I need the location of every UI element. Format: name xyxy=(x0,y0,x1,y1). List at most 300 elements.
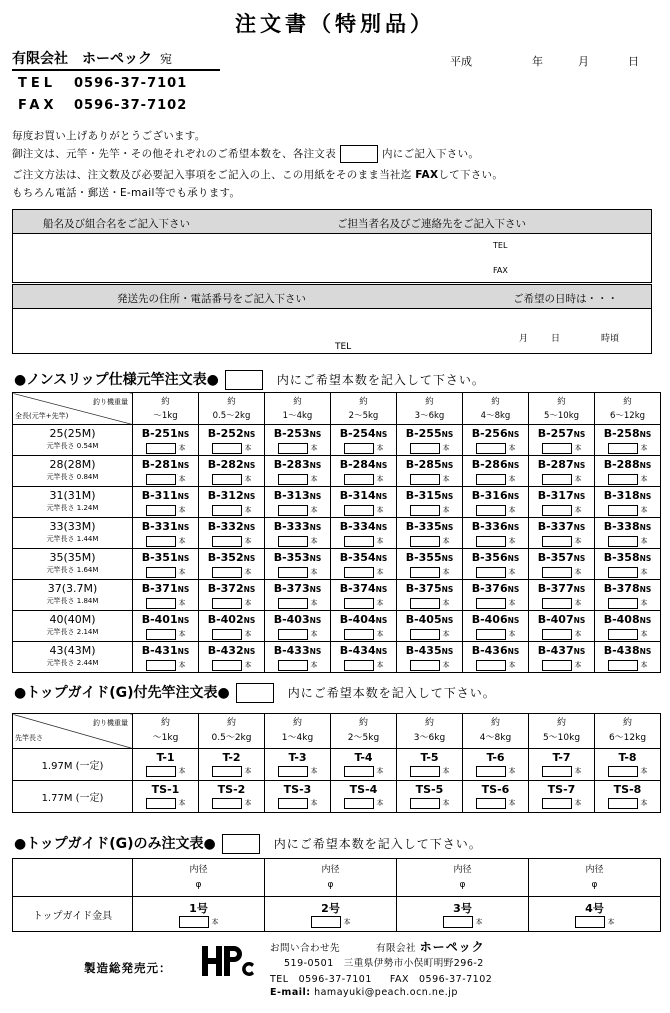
quantity-input[interactable] xyxy=(212,536,242,547)
weight-approx: 約 xyxy=(557,396,566,407)
unit-label: 本 xyxy=(442,537,450,545)
order-cell xyxy=(529,456,595,487)
product-code: TS-4 xyxy=(349,783,378,796)
unit-label: 本 xyxy=(574,799,582,807)
quantity-input[interactable] xyxy=(278,660,308,671)
order-cell xyxy=(133,781,199,813)
order-cell xyxy=(397,425,463,456)
contact-person-label: ご担当者名及びご連絡先をご記入下さい xyxy=(337,218,526,230)
unit-label: 本 xyxy=(640,630,648,638)
nonslip-row xyxy=(13,487,661,518)
quantity-input[interactable] xyxy=(608,598,638,609)
quantity-input[interactable] xyxy=(542,766,572,777)
unit-label: 本 xyxy=(244,475,252,483)
unit-label: 本 xyxy=(640,599,648,607)
quantity-input[interactable] xyxy=(344,443,374,454)
unit-label: 本 xyxy=(310,630,318,638)
unit-label: 本 xyxy=(244,767,252,775)
product-code: B-407NS xyxy=(537,613,586,626)
order-cell xyxy=(265,518,331,549)
order-cell xyxy=(397,518,463,549)
footer-email: E-mail: hamayuki@peach.ocn.ne.jp xyxy=(270,987,458,998)
quantity-input[interactable] xyxy=(608,660,638,671)
product-code: B-436NS xyxy=(471,644,520,657)
product-code: B-402NS xyxy=(207,613,256,626)
quantity-input[interactable] xyxy=(410,505,440,516)
quantity-input[interactable] xyxy=(542,660,572,671)
product-code: B-286NS xyxy=(471,458,520,471)
quantity-input[interactable] xyxy=(476,474,506,485)
product-code: B-352NS xyxy=(207,551,256,564)
quantity-input[interactable] xyxy=(476,660,506,671)
nonslip-total-box[interactable] xyxy=(225,370,263,390)
weight-header xyxy=(529,393,595,425)
quantity-input[interactable] xyxy=(575,916,605,928)
inner-diameter-header: 内径 φ xyxy=(133,859,265,897)
product-code: T-5 xyxy=(420,751,439,764)
product-code: T-7 xyxy=(552,751,571,764)
order-cell xyxy=(397,456,463,487)
order-cell xyxy=(529,642,595,673)
weight-header xyxy=(133,393,199,425)
order-cell xyxy=(595,518,661,549)
weight-approx: 約 xyxy=(623,396,632,407)
quantity-input[interactable] xyxy=(146,567,176,578)
weight-approx: 約 xyxy=(556,718,566,728)
intro-line-2: 御注文は、元竿・先竿・その他それぞれのご希望本数を、各注文表 内にご記入下さい。 xyxy=(12,145,479,163)
nonslip-row xyxy=(13,642,661,673)
nonslip-header-row xyxy=(13,393,661,425)
quantity-input[interactable] xyxy=(608,536,638,547)
unit-label: 本 xyxy=(178,506,186,514)
order-cell xyxy=(463,580,529,611)
quantity-input[interactable] xyxy=(146,505,176,516)
product-code: B-312NS xyxy=(207,489,256,502)
quantity-input[interactable] xyxy=(278,474,308,485)
quantity-input[interactable] xyxy=(278,536,308,547)
unit-label: 本 xyxy=(574,599,582,607)
quantity-input[interactable] xyxy=(146,598,176,609)
quantity-input[interactable] xyxy=(410,629,440,640)
delivery-address-label: 発送先の住所・電話番号をご記入下さい xyxy=(117,293,306,305)
quantity-input[interactable] xyxy=(542,474,572,485)
order-cell xyxy=(463,611,529,642)
quantity-input[interactable] xyxy=(344,505,374,516)
weight-range: 0.5～2kg xyxy=(211,733,252,743)
quantity-input[interactable] xyxy=(476,443,506,454)
quantity-input[interactable] xyxy=(212,474,242,485)
quantity-input[interactable] xyxy=(278,505,308,516)
product-code: B-375NS xyxy=(405,582,454,595)
quantity-input[interactable] xyxy=(146,798,176,809)
nonslip-row xyxy=(13,549,661,580)
order-cell xyxy=(265,487,331,518)
quantity-input[interactable] xyxy=(278,443,308,454)
order-cell xyxy=(199,642,265,673)
footer-telfax: TEL 0596-37-7101 FAX 0596-37-7102 xyxy=(270,974,493,985)
quantity-input[interactable] xyxy=(344,629,374,640)
quantity-input[interactable] xyxy=(410,798,440,809)
unit-label: 本 xyxy=(244,661,252,669)
weight-approx: 約 xyxy=(161,396,170,407)
length-label: 28(28M) 元竿長さ 0.84M xyxy=(13,456,133,487)
quantity-input[interactable] xyxy=(542,505,572,516)
unit-label: 本 xyxy=(574,767,582,775)
unit-label: 本 xyxy=(310,475,318,483)
quantity-input[interactable] xyxy=(476,798,506,809)
unit-label: 本 xyxy=(442,767,450,775)
order-cell xyxy=(529,781,595,813)
unit-label: 本 xyxy=(310,444,318,452)
box2-time: 時頃 xyxy=(601,334,620,344)
unit-label: 本 xyxy=(244,599,252,607)
quantity-input[interactable] xyxy=(212,766,242,777)
weight-header xyxy=(463,393,529,425)
quantity-input[interactable] xyxy=(146,443,176,454)
quantity-input[interactable] xyxy=(344,536,374,547)
quantity-input[interactable] xyxy=(410,766,440,777)
quantity-input[interactable] xyxy=(476,567,506,578)
quantity-input[interactable] xyxy=(344,567,374,578)
quantity-input[interactable] xyxy=(278,766,308,777)
quantity-input[interactable] xyxy=(542,598,572,609)
inner-diameter-header: 内径 φ xyxy=(397,859,529,897)
order-cell xyxy=(199,580,265,611)
nonslip-order-table xyxy=(12,392,661,673)
weight-header xyxy=(265,393,331,425)
order-cell xyxy=(397,580,463,611)
quantity-input[interactable] xyxy=(212,443,242,454)
unit-label: 本 xyxy=(310,506,318,514)
order-cell xyxy=(595,580,661,611)
atena: 宛 xyxy=(160,52,173,66)
weight-range: 6～12kg xyxy=(609,410,646,421)
quantity-input[interactable] xyxy=(476,766,506,777)
quantity-input[interactable] xyxy=(278,629,308,640)
quantity-input[interactable] xyxy=(179,916,209,928)
product-code: T-1 xyxy=(156,751,175,764)
product-code: B-357NS xyxy=(537,551,586,564)
quantity-input[interactable] xyxy=(212,505,242,516)
order-cell xyxy=(331,456,397,487)
quantity-input[interactable] xyxy=(443,916,473,928)
order-cell xyxy=(595,781,661,813)
order-cell xyxy=(265,749,331,781)
weight-range: 4～8kg xyxy=(479,733,512,743)
unit-label: 本 xyxy=(310,599,318,607)
unit-label: 本 xyxy=(376,799,384,807)
quantity-input[interactable] xyxy=(344,474,374,485)
weight-range: ～1kg xyxy=(153,410,178,421)
quantity-input[interactable] xyxy=(608,505,638,516)
weight-approx: 約 xyxy=(359,396,368,407)
product-code: B-285NS xyxy=(405,458,454,471)
quantity-input[interactable] xyxy=(410,536,440,547)
length-label: 40(40M) 元竿長さ 2.14M xyxy=(13,611,133,642)
product-code: B-354NS xyxy=(339,551,388,564)
quantity-input[interactable] xyxy=(542,443,572,454)
product-code: B-253NS xyxy=(273,427,322,440)
unit-label: 本 xyxy=(178,630,186,638)
product-code: TS-5 xyxy=(415,783,444,796)
unit-label: 本 xyxy=(442,661,450,669)
product-code: B-374NS xyxy=(339,582,388,595)
order-cell xyxy=(133,518,199,549)
quantity-input[interactable] xyxy=(542,567,572,578)
order-cell xyxy=(133,456,199,487)
order-cell xyxy=(595,642,661,673)
quantity-input[interactable] xyxy=(410,567,440,578)
unit-label: 本 xyxy=(574,568,582,576)
quantity-input[interactable] xyxy=(476,598,506,609)
weight-range: 5～10kg xyxy=(543,410,580,421)
unit-label: 本 xyxy=(640,661,648,669)
unit-label: 本 xyxy=(178,568,186,576)
quantity-input[interactable] xyxy=(278,567,308,578)
order-cell xyxy=(331,487,397,518)
quantity-input[interactable] xyxy=(146,766,176,777)
weight-header xyxy=(331,714,397,749)
unit-label: 本 xyxy=(376,506,384,514)
quantity-input[interactable] xyxy=(608,798,638,809)
quantity-input[interactable] xyxy=(146,660,176,671)
hpc-logo xyxy=(200,944,256,978)
product-code: TS-7 xyxy=(547,783,576,796)
weight-approx: 約 xyxy=(490,718,500,728)
quantity-input[interactable] xyxy=(146,629,176,640)
inner-diameter-header: 内径 φ xyxy=(529,859,661,897)
quantity-input[interactable] xyxy=(146,536,176,547)
quantity-input[interactable] xyxy=(344,660,374,671)
unit-label: 本 xyxy=(442,630,450,638)
order-cell xyxy=(331,642,397,673)
unit-label: 本 xyxy=(508,444,516,452)
unit-label: 本 xyxy=(178,799,186,807)
quantity-input[interactable] xyxy=(212,598,242,609)
ship-name-label: 船名及び組合名をご記入下さい xyxy=(43,218,190,230)
product-code: B-434NS xyxy=(339,644,388,657)
product-code: T-4 xyxy=(354,751,373,764)
product-code: B-318NS xyxy=(603,489,652,502)
delivery-box xyxy=(12,284,652,354)
quantity-input[interactable] xyxy=(146,474,176,485)
product-code: B-256NS xyxy=(471,427,520,440)
quantity-input[interactable] xyxy=(410,598,440,609)
unit-label: 本 xyxy=(640,506,648,514)
order-cell xyxy=(463,549,529,580)
quantity-input[interactable] xyxy=(344,798,374,809)
quantity-input[interactable] xyxy=(542,536,572,547)
unit-label: 本 xyxy=(640,475,648,483)
order-cell xyxy=(331,549,397,580)
unit-label: 本 xyxy=(574,630,582,638)
order-cell xyxy=(397,549,463,580)
guideonly-total-box[interactable] xyxy=(222,834,260,854)
order-cell xyxy=(331,749,397,781)
weight-header xyxy=(397,393,463,425)
unit-label: 本 xyxy=(376,475,384,483)
order-cell xyxy=(331,781,397,813)
guide-cell: 3号 本 xyxy=(397,897,529,932)
weight-approx: 約 xyxy=(358,718,368,728)
weight-range: 2～5kg xyxy=(347,733,380,743)
order-cell xyxy=(199,518,265,549)
quantity-input[interactable] xyxy=(212,660,242,671)
unit-label: 本 xyxy=(508,475,516,483)
product-code: B-435NS xyxy=(405,644,454,657)
product-code: B-406NS xyxy=(471,613,520,626)
order-cell xyxy=(133,611,199,642)
weight-range: 5～10kg xyxy=(542,733,581,743)
unit-label: 本 xyxy=(442,568,450,576)
unit-label: 本 xyxy=(244,630,252,638)
order-cell xyxy=(331,580,397,611)
order-cell xyxy=(529,518,595,549)
unit-label: 本 xyxy=(376,537,384,545)
date-month: 月 xyxy=(578,55,589,68)
inner-diameter-header: 内径 φ xyxy=(265,859,397,897)
unit-label: 本 xyxy=(376,568,384,576)
unit-label: 本 xyxy=(508,537,516,545)
product-code: B-288NS xyxy=(603,458,652,471)
box2-day: 日 xyxy=(551,334,561,344)
product-code: B-333NS xyxy=(273,520,322,533)
order-cell xyxy=(595,611,661,642)
nonslip-row xyxy=(13,456,661,487)
quantity-input[interactable] xyxy=(344,766,374,777)
quantity-input[interactable] xyxy=(608,443,638,454)
unit-label: 本 xyxy=(376,599,384,607)
product-code: B-338NS xyxy=(603,520,652,533)
quantity-input[interactable] xyxy=(410,474,440,485)
length-label: 33(33M) 元竿長さ 1.44M xyxy=(13,518,133,549)
length-label: 43(43M) 元竿長さ 2.44M xyxy=(13,642,133,673)
order-cell xyxy=(133,749,199,781)
weight-header xyxy=(331,393,397,425)
quantity-input[interactable] xyxy=(410,443,440,454)
weight-approx: 約 xyxy=(491,396,500,407)
quantity-input[interactable] xyxy=(311,916,341,928)
product-code: B-317NS xyxy=(537,489,586,502)
quantity-input[interactable] xyxy=(410,660,440,671)
order-cell xyxy=(595,487,661,518)
product-code: TS-6 xyxy=(481,783,510,796)
product-code: T-6 xyxy=(486,751,505,764)
unit-label: 本 xyxy=(442,799,450,807)
topguide-section-title: ●トップガイド(G)付先竿注文表● 内にご希望本数を記入して下さい。 xyxy=(14,685,496,701)
order-cell xyxy=(199,611,265,642)
quantity-input[interactable] xyxy=(278,798,308,809)
product-code: B-433NS xyxy=(273,644,322,657)
order-cell xyxy=(529,580,595,611)
quantity-input[interactable] xyxy=(608,567,638,578)
topguide-total-box[interactable] xyxy=(236,683,274,703)
quantity-input[interactable] xyxy=(278,598,308,609)
weight-range: 1～4kg xyxy=(281,733,314,743)
weight-range: 1～4kg xyxy=(282,410,313,421)
weight-range: 3～6kg xyxy=(414,410,445,421)
contact-fax: FAX 0596-37-7102 xyxy=(18,98,188,113)
order-cell xyxy=(529,425,595,456)
order-cell xyxy=(595,425,661,456)
weight-header xyxy=(463,714,529,749)
unit-label: 本 xyxy=(310,799,318,807)
quantity-input[interactable] xyxy=(212,798,242,809)
quantity-input[interactable] xyxy=(212,629,242,640)
unit-label: 本 xyxy=(244,799,252,807)
quantity-input[interactable] xyxy=(608,474,638,485)
footer-inquiry: お問い合わせ先 有限会社 ホーペック xyxy=(270,940,485,954)
unit-label: 本 xyxy=(376,767,384,775)
topguide-header-row xyxy=(13,714,661,749)
unit-label: 本 xyxy=(574,475,582,483)
order-cell xyxy=(397,611,463,642)
product-code: B-257NS xyxy=(537,427,586,440)
date-day: 日 xyxy=(628,55,639,68)
quantity-input[interactable] xyxy=(608,766,638,777)
length-label: 31(31M) 元竿長さ 1.24M xyxy=(13,487,133,518)
guideonly-order-table xyxy=(12,858,661,932)
unit-label: 本 xyxy=(508,506,516,514)
nonslip-row xyxy=(13,425,661,456)
unit-label: 本 xyxy=(310,537,318,545)
order-cell xyxy=(133,580,199,611)
order-cell xyxy=(397,642,463,673)
product-code: B-403NS xyxy=(273,613,322,626)
product-code: B-281NS xyxy=(141,458,190,471)
quantity-input[interactable] xyxy=(608,629,638,640)
ship-contact-box xyxy=(12,209,652,283)
quantity-input[interactable] xyxy=(344,598,374,609)
product-code: B-337NS xyxy=(537,520,586,533)
order-cell xyxy=(463,781,529,813)
weight-approx: 約 xyxy=(292,718,302,728)
order-cell xyxy=(199,425,265,456)
product-code: B-356NS xyxy=(471,551,520,564)
intro-line-4: もちろん電話・郵送・E-mail等でも承ります。 xyxy=(12,187,241,199)
quantity-input[interactable] xyxy=(542,629,572,640)
quantity-input[interactable] xyxy=(542,798,572,809)
order-cell xyxy=(463,425,529,456)
topguide-row xyxy=(13,749,661,781)
unit-label: 本 xyxy=(178,767,186,775)
guideonly-row-label: トップガイド金具 xyxy=(13,897,133,932)
length-label: 25(25M) 元竿長さ 0.54M xyxy=(13,425,133,456)
product-code: B-372NS xyxy=(207,582,256,595)
unit-label: 本 xyxy=(310,767,318,775)
nonslip-row xyxy=(13,580,661,611)
order-cell xyxy=(595,749,661,781)
order-cell xyxy=(199,487,265,518)
intro-line-1: 毎度お買い上げありがとうございます。 xyxy=(12,130,206,142)
unit-label: 本 xyxy=(508,568,516,576)
guideonly-header-row xyxy=(13,859,661,897)
delivery-date-label: ご希望の日時は・・・ xyxy=(513,293,618,305)
order-cell xyxy=(265,611,331,642)
unit-label: 本 xyxy=(640,568,648,576)
product-code: TS-2 xyxy=(217,783,246,796)
quantity-input[interactable] xyxy=(476,505,506,516)
quantity-input[interactable] xyxy=(476,629,506,640)
order-cell xyxy=(265,456,331,487)
weight-header xyxy=(199,714,265,749)
quantity-input[interactable] xyxy=(476,536,506,547)
quantity-input[interactable] xyxy=(212,567,242,578)
unit-label: 本 xyxy=(442,475,450,483)
unit-label: 本 xyxy=(244,444,252,452)
unit-label: 本 xyxy=(508,799,516,807)
recipient-company xyxy=(12,48,220,71)
